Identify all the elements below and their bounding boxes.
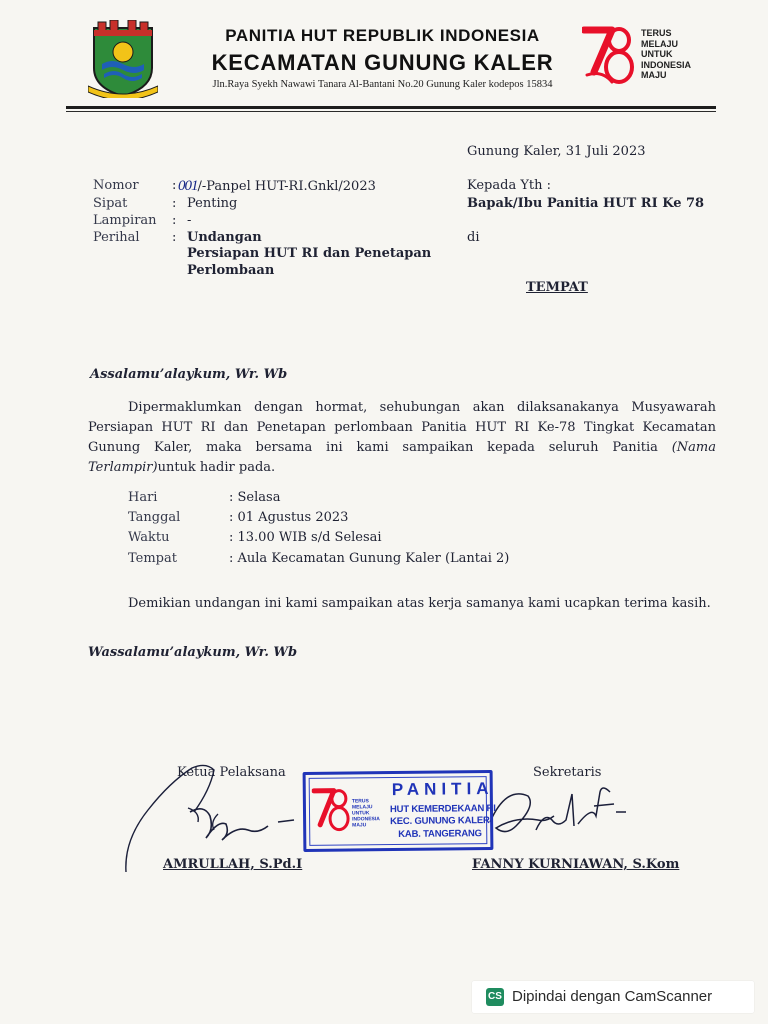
camscanner-icon: CS — [486, 988, 504, 1006]
camscanner-text: Dipindai dengan CamScanner — [512, 988, 713, 1005]
stamp-mini-line: MELAJU — [351, 804, 373, 811]
recipient-di: di — [467, 230, 480, 245]
signatory-role-left: Ketua Pelaksana — [177, 765, 286, 780]
meta-separator: : — [172, 213, 177, 228]
body-paragraph-1 — [88, 398, 716, 478]
schedule-value: : Aula Kecamatan Gunung Kaler (Lantai 2) — [229, 551, 510, 566]
regency-crest-logo — [88, 20, 158, 98]
letterhead-district-title: KECAMATAN GUNUNG KALER — [211, 50, 554, 75]
schedule-value: : 01 Agustus 2023 — [229, 510, 349, 525]
stamp-78-logo — [312, 783, 351, 841]
meta-separator: : — [172, 178, 177, 193]
paragraph-italic-note: (Nama Terlampir) — [88, 440, 716, 475]
meta-value: - — [187, 213, 192, 228]
schedule-label: Waktu — [128, 530, 170, 545]
committee-stamp — [303, 770, 494, 852]
stamp-mini-line: UNTUK — [351, 810, 370, 817]
letter-date: Gunung Kaler, 31 Juli 2023 — [467, 144, 646, 159]
paragraph-text: Dipermaklumkan dengan hormat, sehubungan akan dilaksanakanya Musyawarah Persiapan HUT RI dan Penetapan perlombaan Panitia HUT RI Ke-78 Tingkat Kecamatan Gunung Kaler, maka bersama ini kami sampaikan kepada seluruh Panitia — [88, 400, 716, 455]
meta-label: Perihal — [93, 230, 140, 245]
signature-right — [476, 776, 646, 846]
letterhead-org-title: PANITIA HUT REPUBLIK INDONESIA — [225, 26, 540, 45]
recipient-label: Kepada Yth : — [467, 178, 552, 193]
meta-label: Sipat — [93, 196, 128, 211]
recipient-name: Bapak/Ibu Panitia HUT RI Ke 78 — [467, 196, 705, 211]
paragraph-text-end: untuk hadir pada. — [157, 460, 276, 475]
tagline-line: MELAJU — [641, 38, 679, 49]
meta-value: Perlombaan — [187, 263, 275, 278]
opening-greeting: Assalamu’alaykum, Wr. Wb — [90, 367, 288, 382]
signatory-name-right: FANNY KURNIAWAN, S.Kom — [472, 857, 680, 872]
stamp-line: KAB. TANGERANG — [398, 828, 482, 840]
stamp-mini-line: INDONESIA — [352, 816, 380, 823]
schedule-label: Tanggal — [128, 510, 181, 525]
schedule-label: Tempat — [128, 551, 177, 566]
tagline-line: MAJU — [641, 70, 667, 80]
recipient-place: TEMPAT — [526, 280, 588, 295]
stamp-mini-line: MAJU — [352, 822, 367, 829]
schedule-label: Hari — [128, 490, 158, 505]
nomor-suffix: /-Panpel HUT-RI.Gnkl/2023 — [197, 179, 376, 194]
letterhead-address: Jln.Raya Syekh Nawawi Tanara Al-Bantani No.20 Gunung Kaler kodepos 15834 — [212, 79, 553, 90]
schedule-value: : Selasa — [229, 490, 281, 505]
meta-value: Undangan — [187, 230, 262, 245]
meta-label: Nomor — [93, 178, 139, 193]
stamp-line: HUT KEMERDEKAAN RI — [389, 802, 496, 816]
stamp-line: KEC. GUNUNG KALER — [390, 815, 490, 828]
letterhead-divider-thin — [66, 111, 716, 112]
meta-separator: : — [172, 230, 177, 245]
letterhead-divider — [66, 106, 716, 109]
meta-value: Penting — [187, 196, 238, 211]
closing-greeting: Wassalamu’alaykum, Wr. Wb — [88, 645, 298, 660]
signatory-role-right: Sekretaris — [533, 765, 602, 780]
meta-value: Persiapan HUT RI dan Penetapan — [187, 246, 432, 261]
hut-ri-78-logo — [582, 20, 634, 94]
signatory-name-left: AMRULLAH, S.Pd.I — [163, 857, 303, 872]
tagline-line: UNTUK — [641, 49, 673, 59]
meta-separator: : — [172, 196, 177, 211]
schedule-value: : 13.00 WIB s/d Selesai — [229, 530, 382, 545]
handwritten-number: 001 — [178, 178, 198, 194]
logo-tagline — [641, 28, 691, 81]
body-paragraph-2: Demikian undangan ini kami sampaikan atas kerja samanya kami ucapkan terima kasih. — [128, 596, 711, 611]
stamp-mini-line: TERUS — [351, 798, 369, 805]
stamp-title: PANITIA — [391, 778, 494, 800]
camscanner-watermark — [472, 981, 754, 1013]
tagline-line: INDONESIA — [641, 59, 692, 70]
meta-value — [178, 178, 376, 195]
tagline-line: TERUS — [641, 28, 672, 38]
stamp-mini-tagline — [352, 798, 380, 828]
meta-label: Lampiran — [93, 213, 157, 228]
